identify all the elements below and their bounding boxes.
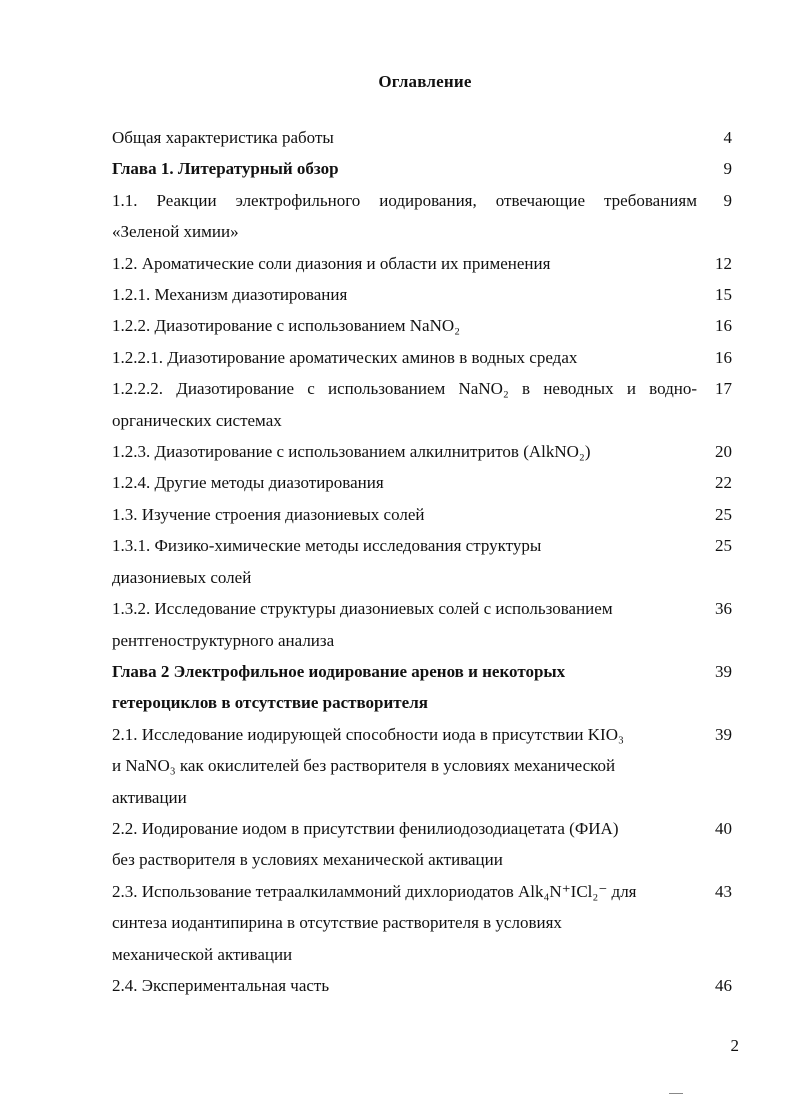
toc-entry-text: 1.3.1. Физико-химические методы исследования структуры [112, 536, 542, 556]
toc-entry-text: 1.2.2. Диазотирование с использованием NaNO₂ [112, 316, 461, 336]
footer-divider [669, 1093, 683, 1094]
toc-page-number: 16 [715, 347, 732, 367]
toc-page-number: 25 [715, 504, 732, 524]
toc-entry-text: 2.3. Использование тетраалкиламмоний дихлориодатов Alk₄N⁺ICl₂⁻ для [112, 881, 637, 901]
toc-entry [112, 248, 732, 279]
toc-entry-text: 2.1. Исследование иодирующей способности иода в присутствии KIO₃ [112, 724, 624, 744]
toc-entry [112, 436, 732, 467]
toc-entry-text: Глава 2 Электрофильное иодирование аренов и некоторых [112, 661, 566, 681]
toc-entry [112, 310, 732, 341]
toc-page-number: 9 [723, 190, 732, 210]
toc-page-number: 43 [715, 881, 732, 901]
toc-page-number: 25 [715, 536, 732, 556]
toc-page-number: 46 [715, 975, 732, 995]
toc-page-number: 20 [715, 442, 732, 462]
toc-page-number: 9 [723, 159, 732, 179]
toc-entry [112, 813, 732, 876]
toc-entry-text: органических системах [112, 410, 282, 430]
toc-page-number: 16 [715, 316, 732, 336]
toc-entry-text: 1.3. Изучение строения диазониевых солей [112, 504, 425, 524]
toc-entry-text: 1.2.1. Механизм диазотирования [112, 285, 348, 305]
toc-entry [112, 719, 732, 813]
toc-entry [112, 185, 732, 248]
toc-entry-text: 1.2.3. Диазотирование с использованием алкилнитритов (AlkNO₂) [112, 442, 591, 462]
toc-entry-text: 2.2. Иодирование иодом в присутствии фенилиодозодиацетата (ФИА) [112, 818, 619, 838]
toc-entry-text: рентгеноструктурного анализа [112, 630, 335, 650]
toc-entry [112, 530, 732, 593]
toc-entry-text: Общая характеристика работы [112, 128, 334, 147]
toc-entry-text: и NaNO₃ как окислителей без растворителя в условиях механической [112, 756, 616, 776]
toc-page-number: 15 [715, 285, 732, 305]
toc-entry [112, 279, 732, 310]
toc-page-number: 40 [715, 818, 732, 838]
toc-entry-text: Глава 1. Литературный обзор [112, 159, 339, 179]
toc-entry [112, 499, 732, 530]
toc-title: Оглавление [378, 72, 472, 91]
toc-entry-text: 1.3.2. Исследование структуры диазониевых солей с использованием [112, 599, 613, 619]
toc-entry-text: 1.2.2.2. Диазотирование с использованием NaNO₂ в неводных и водно- [112, 379, 697, 399]
toc-entry-chapter [112, 656, 732, 719]
toc-entry [112, 876, 732, 970]
toc-page-number: 39 [715, 661, 732, 681]
toc-page-number: 12 [715, 253, 732, 273]
toc-entry [112, 970, 732, 1001]
toc-entry-text: 1.2.4. Другие методы диазотирования [112, 473, 384, 493]
toc-entry [112, 122, 732, 153]
table-of-contents [112, 122, 732, 1001]
toc-entry-text: 1.2. Ароматические соли диазония и области их применения [112, 253, 551, 273]
toc-page-number: 36 [715, 599, 732, 619]
toc-entry-text: 1.1. Реакции электрофильного иодирования, отвечающие требованиям [112, 190, 697, 210]
toc-entry-text: гетероциклов в отсутствие растворителя [112, 693, 428, 713]
toc-entry-text: синтеза иодантипирина в отсутствие растворителя в условиях [112, 913, 562, 933]
toc-entry-text: активации [112, 787, 187, 807]
toc-page-number: 17 [715, 379, 732, 399]
page-number: 2 [730, 1036, 739, 1055]
toc-entry-text: диазониевых солей [112, 567, 252, 587]
toc-entry-text: 2.4. Экспериментальная часть [112, 975, 330, 995]
toc-entry [112, 593, 732, 656]
toc-entry [112, 467, 732, 498]
toc-page-number: 22 [715, 473, 732, 493]
toc-entry-text: 1.2.2.1. Диазотирование ароматических аминов в водных средах [112, 347, 578, 367]
toc-page-number: 39 [715, 724, 732, 744]
toc-entry [112, 342, 732, 373]
toc-entry-chapter [112, 153, 732, 184]
toc-entry-text: без растворителя в условиях механической активации [112, 850, 503, 870]
toc-entry-text: «Зеленой химии» [112, 222, 239, 242]
toc-page-number: 4 [723, 128, 732, 147]
toc-entry-text: механической активации [112, 944, 293, 964]
toc-entry [112, 373, 732, 436]
